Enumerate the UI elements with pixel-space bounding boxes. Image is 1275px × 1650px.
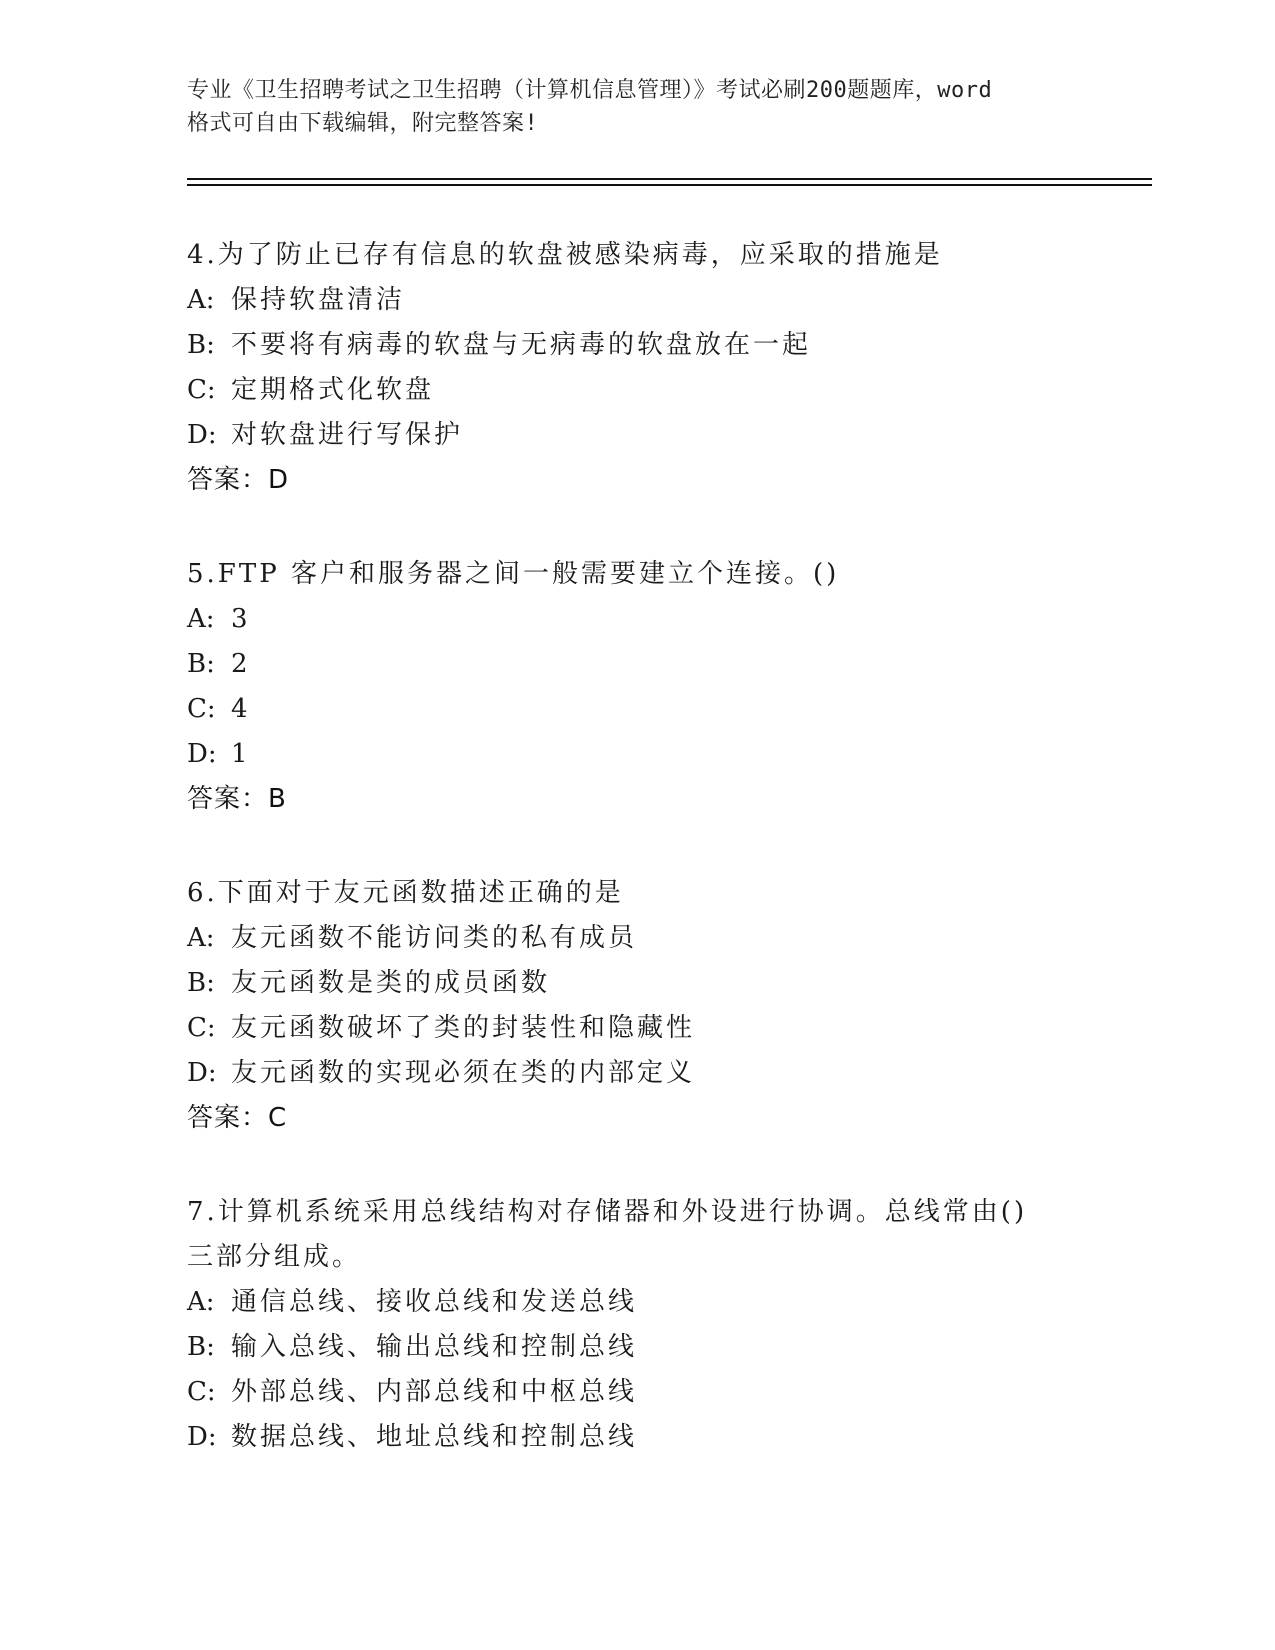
option-b xyxy=(187,961,1087,1006)
option-text: 2 xyxy=(231,649,251,679)
option-text: 输入总线、输出总线和控制总线 xyxy=(231,1332,638,1362)
option-text: 保持软盘清洁 xyxy=(231,285,406,315)
option-a xyxy=(187,916,1087,961)
question-6 xyxy=(187,871,1087,1141)
option-text: 友元函数是类的成员函数 xyxy=(231,968,551,998)
option-text: 3 xyxy=(231,604,251,634)
option-letter: D: xyxy=(187,739,217,769)
question-title: 6.下面对于友元函数描述正确的是 xyxy=(187,878,624,908)
option-text: 友元函数不能访问类的私有成员 xyxy=(231,923,638,953)
option-letter: D: xyxy=(187,1422,217,1452)
option-letter: B: xyxy=(187,968,215,998)
option-text: 友元函数的实现必须在类的内部定义 xyxy=(231,1058,696,1088)
header-divider-bottom xyxy=(187,184,1152,186)
option-text: 数据总线、地址总线和控制总线 xyxy=(231,1422,638,1452)
option-text: 4 xyxy=(231,694,251,724)
option-a xyxy=(187,1280,1087,1325)
option-a xyxy=(187,278,1087,323)
option-c xyxy=(187,368,1087,413)
answer-line: 答案：D xyxy=(187,465,290,495)
option-letter: C: xyxy=(187,1377,216,1407)
option-b xyxy=(187,1325,1087,1370)
option-d xyxy=(187,1051,1087,1096)
option-text: 1 xyxy=(231,739,251,769)
question-title: 4.为了防止已存有信息的软盘被感染病毒，应采取的措施是 xyxy=(187,240,943,270)
header-line-2: 格式可自由下载编辑，附完整答案! xyxy=(187,111,539,136)
option-text: 不要将有病毒的软盘与无病毒的软盘放在一起 xyxy=(231,330,812,360)
option-letter: A: xyxy=(187,1287,215,1317)
option-text: 外部总线、内部总线和中枢总线 xyxy=(231,1377,638,1407)
option-c xyxy=(187,687,1087,732)
option-letter: D: xyxy=(187,420,217,450)
option-letter: D: xyxy=(187,1058,217,1088)
answer-line: 答案：C xyxy=(187,1103,288,1133)
option-letter: C: xyxy=(187,375,216,405)
option-text: 通信总线、接收总线和发送总线 xyxy=(231,1287,638,1317)
header-line-1: 专业《卫生招聘考试之卫生招聘（计算机信息管理）》考试必刷200题题库，word xyxy=(187,78,993,103)
question-5 xyxy=(187,552,1087,822)
question-title: 5.FTP 客户和服务器之间一般需要建立个连接。() xyxy=(187,559,840,589)
option-a xyxy=(187,597,1087,642)
option-text: 友元函数破坏了类的封装性和隐藏性 xyxy=(231,1013,696,1043)
question-title: 7.计算机系统采用总线结构对存储器和外设进行协调。总线常由()三部分组成。 xyxy=(187,1197,1028,1272)
question-4 xyxy=(187,233,1087,503)
option-text: 定期格式化软盘 xyxy=(231,375,435,405)
option-letter: C: xyxy=(187,694,216,724)
document-header xyxy=(187,74,1087,140)
option-d xyxy=(187,413,1087,458)
option-letter: B: xyxy=(187,330,215,360)
option-b xyxy=(187,323,1087,368)
option-letter: B: xyxy=(187,649,215,679)
header-divider-top xyxy=(187,178,1152,180)
answer-line: 答案：B xyxy=(187,784,287,814)
option-text: 对软盘进行写保护 xyxy=(231,420,464,450)
option-letter: A: xyxy=(187,285,215,315)
option-letter: A: xyxy=(187,923,215,953)
option-d xyxy=(187,732,1087,777)
option-letter: A: xyxy=(187,604,215,634)
option-letter: B: xyxy=(187,1332,215,1362)
option-d xyxy=(187,1415,1087,1460)
option-c xyxy=(187,1006,1087,1051)
question-7 xyxy=(187,1190,1087,1460)
option-letter: C: xyxy=(187,1013,216,1043)
option-b xyxy=(187,642,1087,687)
option-c xyxy=(187,1370,1087,1415)
